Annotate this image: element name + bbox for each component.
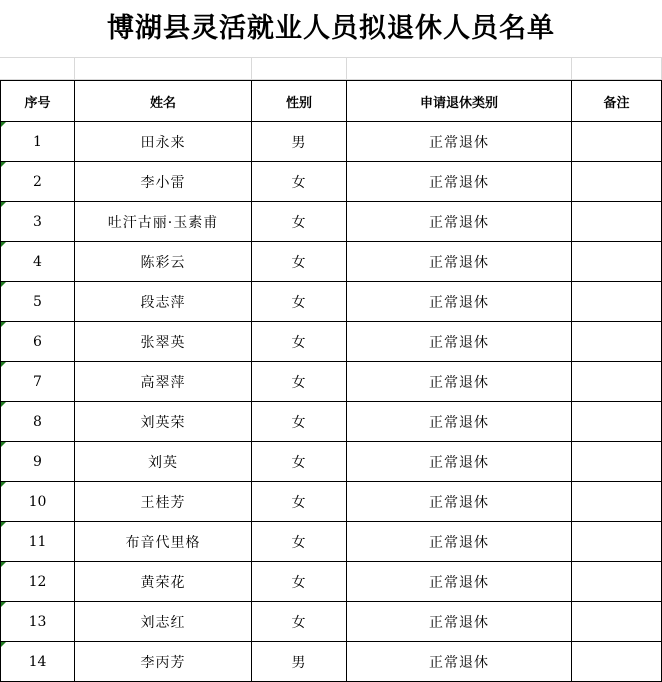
cell-type[interactable] [347, 602, 572, 642]
table-row [1, 362, 662, 402]
cell-note[interactable] [572, 402, 662, 442]
header-gender[interactable]: 性别 [252, 81, 347, 122]
cell-type-text: 正常退休 [429, 574, 489, 591]
cell-seq[interactable] [1, 562, 75, 602]
cell-name-text: 吐汗古丽·玉素甫 [107, 214, 219, 231]
cell-seq[interactable] [1, 162, 75, 202]
cell-gender-text: 女 [291, 334, 307, 351]
cell-gender-text: 女 [291, 374, 307, 391]
cell-note[interactable] [572, 482, 662, 522]
cell-gender-text: 女 [291, 214, 307, 231]
cell-name-text: 刘英 [148, 454, 178, 471]
number-as-text-indicator-icon [1, 642, 6, 647]
cell-type-text: 正常退休 [429, 174, 489, 191]
header-type[interactable]: 申请退休类别 [347, 81, 572, 122]
cell-gender-text: 女 [291, 454, 307, 471]
cell-type-text: 正常退休 [429, 414, 489, 431]
cell-gender[interactable] [252, 402, 347, 442]
cell-gender-text: 女 [291, 494, 307, 511]
cell-gender[interactable] [252, 202, 347, 242]
cell-seq[interactable] [1, 642, 75, 682]
cell-type[interactable] [347, 322, 572, 362]
header-note[interactable]: 备注 [572, 81, 662, 122]
cell-type[interactable] [347, 562, 572, 602]
cell-seq-text: 10 [28, 493, 47, 510]
cell-gender-text: 男 [291, 134, 307, 151]
cell-name[interactable] [75, 202, 252, 242]
number-as-text-indicator-icon [1, 402, 6, 407]
cell-gender-text: 女 [291, 614, 307, 631]
blank-cell[interactable] [347, 58, 572, 80]
cell-name-text: 李小雷 [140, 174, 186, 191]
cell-name-text: 刘英荣 [140, 414, 186, 431]
cell-note[interactable] [572, 162, 662, 202]
table-row [1, 242, 662, 282]
cell-note[interactable] [572, 362, 662, 402]
cell-name-text: 布音代里格 [125, 534, 201, 551]
cell-name[interactable] [75, 282, 252, 322]
cell-type[interactable] [347, 482, 572, 522]
header-row [1, 81, 662, 122]
table-row [1, 162, 662, 202]
blank-cell[interactable] [0, 58, 75, 80]
cell-type-text: 正常退休 [429, 334, 489, 351]
cell-note[interactable] [572, 122, 662, 162]
cell-type-text: 正常退休 [429, 614, 489, 631]
cell-name-text: 王桂芳 [140, 494, 186, 511]
number-as-text-indicator-icon [1, 282, 6, 287]
cell-seq-text: 1 [33, 133, 42, 150]
cell-name[interactable] [75, 362, 252, 402]
cell-name-text: 刘志红 [140, 614, 186, 631]
cell-seq-text: 11 [28, 533, 47, 550]
cell-seq[interactable] [1, 522, 75, 562]
cell-note[interactable] [572, 282, 662, 322]
header-name[interactable]: 姓名 [75, 81, 252, 122]
table-row [1, 602, 662, 642]
cell-gender[interactable] [252, 362, 347, 402]
cell-gender[interactable] [252, 282, 347, 322]
number-as-text-indicator-icon [1, 122, 6, 127]
cell-gender[interactable] [252, 562, 347, 602]
cell-name[interactable] [75, 442, 252, 482]
cell-gender[interactable] [252, 442, 347, 482]
cell-seq-text: 6 [33, 333, 42, 350]
cell-seq-text: 4 [33, 253, 42, 270]
cell-type-text: 正常退休 [429, 534, 489, 551]
number-as-text-indicator-icon [1, 162, 6, 167]
cell-type[interactable] [347, 642, 572, 682]
cell-seq-text: 7 [33, 373, 42, 390]
cell-seq[interactable] [1, 322, 75, 362]
cell-type[interactable] [347, 402, 572, 442]
cell-gender[interactable] [252, 242, 347, 282]
cell-type[interactable] [347, 242, 572, 282]
cell-name[interactable] [75, 562, 252, 602]
table-row [1, 202, 662, 242]
cell-type[interactable] [347, 522, 572, 562]
cell-name[interactable] [75, 522, 252, 562]
cell-seq-text: 2 [33, 173, 42, 190]
blank-cell[interactable] [75, 58, 252, 80]
cell-seq-text: 12 [28, 573, 47, 590]
cell-seq[interactable] [1, 242, 75, 282]
page-title: 博湖县灵活就业人员拟退休人员名单 [0, 0, 662, 58]
cell-gender-text: 女 [291, 294, 307, 311]
number-as-text-indicator-icon [1, 602, 6, 607]
cell-type[interactable] [347, 122, 572, 162]
cell-note[interactable] [572, 642, 662, 682]
blank-row [0, 58, 662, 80]
cell-gender-text: 女 [291, 574, 307, 591]
blank-cell[interactable] [252, 58, 347, 80]
cell-seq-text: 5 [33, 293, 42, 310]
cell-seq[interactable] [1, 122, 75, 162]
cell-type-text: 正常退休 [429, 214, 489, 231]
cell-name-text: 段志萍 [140, 294, 186, 311]
cell-seq-text: 13 [28, 613, 47, 630]
number-as-text-indicator-icon [1, 522, 6, 527]
cell-type[interactable] [347, 162, 572, 202]
cell-seq[interactable] [1, 402, 75, 442]
blank-cell[interactable] [572, 58, 662, 80]
cell-gender-text: 女 [291, 414, 307, 431]
cell-name-text: 黄荣花 [140, 574, 186, 591]
number-as-text-indicator-icon [1, 242, 6, 247]
cell-gender[interactable] [252, 522, 347, 562]
number-as-text-indicator-icon [1, 322, 6, 327]
table-row [1, 522, 662, 562]
cell-seq-text: 14 [28, 653, 47, 670]
cell-type-text: 正常退休 [429, 374, 489, 391]
cell-gender-text: 女 [291, 534, 307, 551]
cell-name-text: 高翠萍 [140, 374, 186, 391]
cell-name[interactable] [75, 242, 252, 282]
cell-note[interactable] [572, 442, 662, 482]
cell-name[interactable] [75, 602, 252, 642]
cell-name-text: 张翠英 [140, 334, 186, 351]
cell-gender-text: 女 [291, 254, 307, 271]
cell-name[interactable] [75, 122, 252, 162]
cell-name-text: 田永来 [140, 134, 186, 151]
cell-type[interactable] [347, 202, 572, 242]
cell-name[interactable] [75, 162, 252, 202]
cell-type-text: 正常退休 [429, 654, 489, 671]
table-row [1, 482, 662, 522]
cell-seq[interactable] [1, 202, 75, 242]
cell-type-text: 正常退休 [429, 294, 489, 311]
cell-name[interactable] [75, 402, 252, 442]
cell-type[interactable] [347, 362, 572, 402]
table-row [1, 282, 662, 322]
cell-name[interactable] [75, 642, 252, 682]
cell-note[interactable] [572, 202, 662, 242]
cell-gender[interactable] [252, 642, 347, 682]
cell-note[interactable] [572, 242, 662, 282]
table-row [1, 642, 662, 682]
table-row [1, 322, 662, 362]
cell-name[interactable] [75, 482, 252, 522]
cell-gender[interactable] [252, 162, 347, 202]
cell-seq[interactable] [1, 482, 75, 522]
number-as-text-indicator-icon [1, 362, 6, 367]
retiree-table [0, 80, 662, 682]
cell-note[interactable] [572, 562, 662, 602]
cell-seq-text: 8 [33, 413, 42, 430]
cell-type[interactable] [347, 282, 572, 322]
cell-seq[interactable] [1, 282, 75, 322]
table-row [1, 402, 662, 442]
cell-gender-text: 女 [291, 174, 307, 191]
cell-seq[interactable] [1, 442, 75, 482]
cell-note[interactable] [572, 322, 662, 362]
cell-gender-text: 男 [291, 654, 307, 671]
cell-name-text: 李丙芳 [140, 654, 186, 671]
cell-type-text: 正常退休 [429, 454, 489, 471]
cell-seq-text: 3 [33, 213, 42, 230]
cell-type-text: 正常退休 [429, 494, 489, 511]
cell-type-text: 正常退休 [429, 254, 489, 271]
cell-type[interactable] [347, 442, 572, 482]
cell-gender[interactable] [252, 122, 347, 162]
cell-seq[interactable] [1, 362, 75, 402]
cell-seq-text: 9 [33, 453, 42, 470]
table-row [1, 442, 662, 482]
number-as-text-indicator-icon [1, 482, 6, 487]
cell-gender[interactable] [252, 322, 347, 362]
table-row [1, 562, 662, 602]
number-as-text-indicator-icon [1, 442, 6, 447]
cell-name-text: 陈彩云 [140, 254, 186, 271]
cell-note[interactable] [572, 602, 662, 642]
cell-gender[interactable] [252, 482, 347, 522]
number-as-text-indicator-icon [1, 202, 6, 207]
cell-type-text: 正常退休 [429, 134, 489, 151]
cell-seq[interactable] [1, 602, 75, 642]
number-as-text-indicator-icon [1, 562, 6, 567]
cell-note[interactable] [572, 522, 662, 562]
table-row [1, 122, 662, 162]
cell-name[interactable] [75, 322, 252, 362]
header-seq[interactable]: 序号 [1, 81, 75, 122]
cell-gender[interactable] [252, 602, 347, 642]
